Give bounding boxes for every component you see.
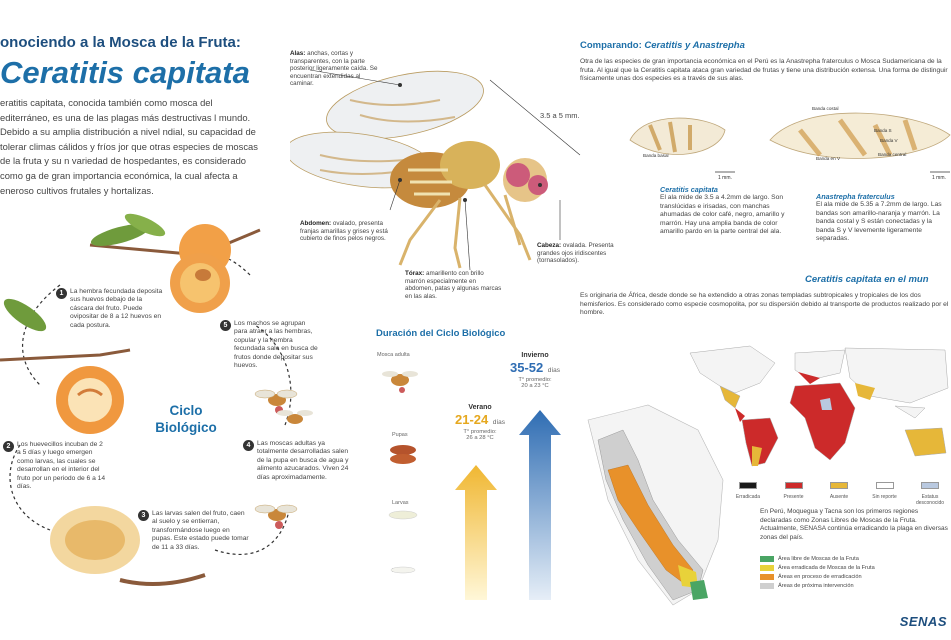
- anatomy-text: amarillento con brillo marrón especialmente en abdomen, patas y algunas marcas en las alas.: [405, 270, 502, 300]
- anastrepha-wing-description: [816, 192, 951, 244]
- wing-label: Banda en V: [816, 156, 841, 161]
- life-cycle-title: Ciclo Biológico: [155, 403, 217, 435]
- compare-title-species: Ceratitis y Anastrepha: [644, 40, 745, 51]
- days-unit: días: [547, 367, 560, 374]
- anatomy-thorax: [405, 270, 505, 300]
- legend-label: Erradicada: [735, 494, 761, 500]
- legend-label: Ausente: [829, 494, 849, 500]
- stage-label-adult: Mosca adulta: [377, 352, 410, 358]
- anatomy-text: anchas, cortas y transparentes, con la parte posterior ligeramente caída. Se encuentran extendidas al caminar.: [290, 50, 378, 88]
- wing-label: Banda S: [874, 128, 892, 133]
- step-number: 5: [220, 320, 231, 331]
- step-text: La hembra fecundada deposita sus huevos debajo de la cáscara del fruto. Puede ovipositar de 8 a 12 huevos en cada postura.: [70, 288, 163, 329]
- compare-title: [580, 40, 745, 51]
- step-text: Las larvas salen del fruto, caen al suelo y se entierran, transformándose luego en pupas. Este estado puede tomar de 11 a 33 días.: [152, 510, 249, 551]
- anatomy-text: ovalada. Presenta grandes ojos iridiscentes (tornasolados).: [537, 242, 614, 265]
- legend-item: [865, 476, 905, 506]
- stage-label-pupa: Pupas: [392, 432, 408, 438]
- scale-label: 1 mm.: [932, 175, 946, 181]
- temp-value: 26 a 28 °C: [466, 435, 494, 441]
- temp-label: T° promedio:: [463, 429, 497, 435]
- wing-comparison-illustration: [625, 100, 951, 180]
- legend-item: [819, 476, 859, 506]
- stage-label-larva: Larvas: [392, 500, 409, 506]
- compare-paragraph: Otra de las especies de gran importancia económica en el Perú es la Anastrepha fraterculus o Mosca Sudamericana de la fruta. Al igual que la Ceratitis capitata ataca gran variedad de frutas y tiene una distribución extensa. Una forma de distinguir físicamente unas dos especies es a través de sus alas.: [580, 58, 948, 82]
- legend-label: Áreas en proceso de erradicación: [778, 574, 862, 580]
- legend-item: [728, 476, 768, 506]
- legend-item: [910, 476, 950, 506]
- step-number: 2: [3, 441, 14, 452]
- peru-paragraph: En Perú, Moquegua y Tacna son los primeros regiones declaradas como Zonas Libres de Moscas de la Fruta. Actualmente, SENASA continúa erradicando la plaga en diversas zonas del país.: [760, 508, 948, 541]
- legend-swatch: [830, 482, 848, 489]
- world-title: Ceratitis capitata en el mun: [805, 274, 929, 285]
- wing-label: Banda V: [880, 138, 898, 143]
- legend-item: [760, 583, 950, 589]
- days-unit: días: [492, 419, 505, 426]
- legend-swatch: [921, 482, 939, 489]
- senasa-logo: SENAS: [899, 614, 947, 629]
- step-number: 4: [243, 440, 254, 451]
- legend-item: [760, 556, 950, 562]
- legend-swatch: [760, 574, 774, 580]
- step-text: Las moscas adultas ya totalmente desarrolladas salen de la pupa en busca de agua y alimento azucarados. Viven 24 días aproximadamente.: [257, 440, 349, 481]
- season-days: 21-24: [455, 412, 489, 427]
- legend-item: [760, 565, 950, 571]
- cycle-step-3: [140, 510, 250, 552]
- anatomy-label: Alas:: [290, 50, 306, 57]
- season-label: Verano: [468, 404, 492, 411]
- legend-label: Estatus desconocido: [915, 494, 945, 506]
- cycle-step-2: [5, 441, 108, 491]
- legend-label: Sin reporte: [872, 494, 897, 500]
- legend-swatch: [760, 556, 774, 562]
- world-map-legend: [728, 476, 950, 506]
- fly-size-label: 3.5 a 5 mm.: [540, 111, 580, 120]
- species-description: El ala mide de 3.5 a 4.2mm de largo. Son translúcidas e irisadas, con manchas ahumadas de color café, negro, amarillo y marrón. Hay una amplia banda de color amarillo pardo en la parte central del ala.: [660, 194, 785, 235]
- page-title-line1: onociendo a la Mosca de la Fruta:: [0, 34, 241, 51]
- page-title-species: Ceratitis capitata: [0, 55, 250, 90]
- legend-swatch: [739, 482, 757, 489]
- duration-winter: [500, 352, 570, 389]
- step-text: Los huevecillos incuban de 2 a 5 días y luego emergen como larvas, las cuales se desarrollan en el interior del fruto por un periodo de 6 a 14 días.: [17, 441, 106, 491]
- legend-label: Área erradicada de Moscas de la Fruta: [778, 565, 875, 571]
- step-text: Los machos se agrupan para atraer a las hembras, copular y la hembra fecundada sale en busca de frutos donde depositar sus huevos.: [234, 320, 318, 370]
- cycle-step-5: [222, 320, 318, 370]
- step-number: 1: [56, 288, 67, 299]
- ceratitis-wing-description: [660, 185, 800, 237]
- anatomy-head: [537, 242, 622, 265]
- legend-swatch: [760, 583, 774, 589]
- season-days: 35-52: [510, 360, 544, 375]
- intro-paragraph: eratitis capitata, conocida también como mosca del editerráneo, es una de las plagas más destructivas l mundo. Debido a su amplia distribución a nivel ndial, su capacidad de tolerar climas cálidos y fríos jor que otras especies de moscas de la fruta y su n variedad de hospedantes, es considerado como ga de gran importancia económica, la cual afecta a eneroso cultivos frutales y hortalizas.: [0, 97, 258, 196]
- legend-swatch: [876, 482, 894, 489]
- cycle-step-1: [58, 288, 166, 330]
- anatomy-text: ovalado, presenta franjas amarillas y grises y está cubierto de finos pelos negros.: [300, 220, 388, 243]
- scale-label: 1 mm.: [718, 175, 732, 181]
- species-description: El ala mide de 5.35 a 7.2mm de largo. Las bandas son amarillo-naranja y marrón. La banda costal y S están conectadas y la banda S y V levemente ligeramente separadas.: [816, 201, 942, 242]
- season-label: Invierno: [521, 352, 549, 359]
- duration-chart: [375, 355, 575, 605]
- peru-map-legend: [760, 556, 950, 589]
- temp-value: 20 a 23 °C: [521, 383, 549, 389]
- legend-label: Presente: [783, 494, 804, 500]
- wing-label: Banda costal: [812, 106, 839, 111]
- temp-label: T° promedio:: [518, 377, 552, 383]
- peru-map: [578, 400, 728, 610]
- duration-summer: [450, 404, 510, 441]
- legend-swatch: [785, 482, 803, 489]
- anatomy-wings: [290, 50, 380, 88]
- wing-label: Banda basal: [643, 153, 669, 158]
- world-paragraph: Es originaria de África, desde donde se ha extendido a otras zonas templadas subtropicales y tropicales de los dos hemisferios. Es considerado como especie cosmopolita, por su dispersión debido al transporte de productos realizado por el hombre.: [580, 292, 949, 316]
- cycle-step-4: [245, 440, 355, 482]
- legend-item: [774, 476, 814, 506]
- wing-label: Banda central: [878, 152, 907, 157]
- legend-label: Área libre de Moscas de la Fruta: [778, 556, 859, 562]
- compare-title-prefix: Comparando:: [580, 40, 645, 51]
- anatomy-abdomen: [300, 220, 400, 243]
- anatomy-label: Cabeza:: [537, 242, 562, 249]
- legend-swatch: [760, 565, 774, 571]
- anatomy-label: Abdomen:: [300, 220, 332, 227]
- anatomy-label: Tórax:: [405, 270, 425, 277]
- step-number: 3: [138, 510, 149, 521]
- species-name: Anastrepha fraterculus: [816, 192, 895, 201]
- legend-label: Áreas de próxima intervención: [778, 583, 854, 589]
- legend-item: [760, 574, 950, 580]
- duration-title: Duración del Ciclo Biológico: [376, 328, 506, 339]
- species-name: Ceratitis capitata: [660, 185, 718, 194]
